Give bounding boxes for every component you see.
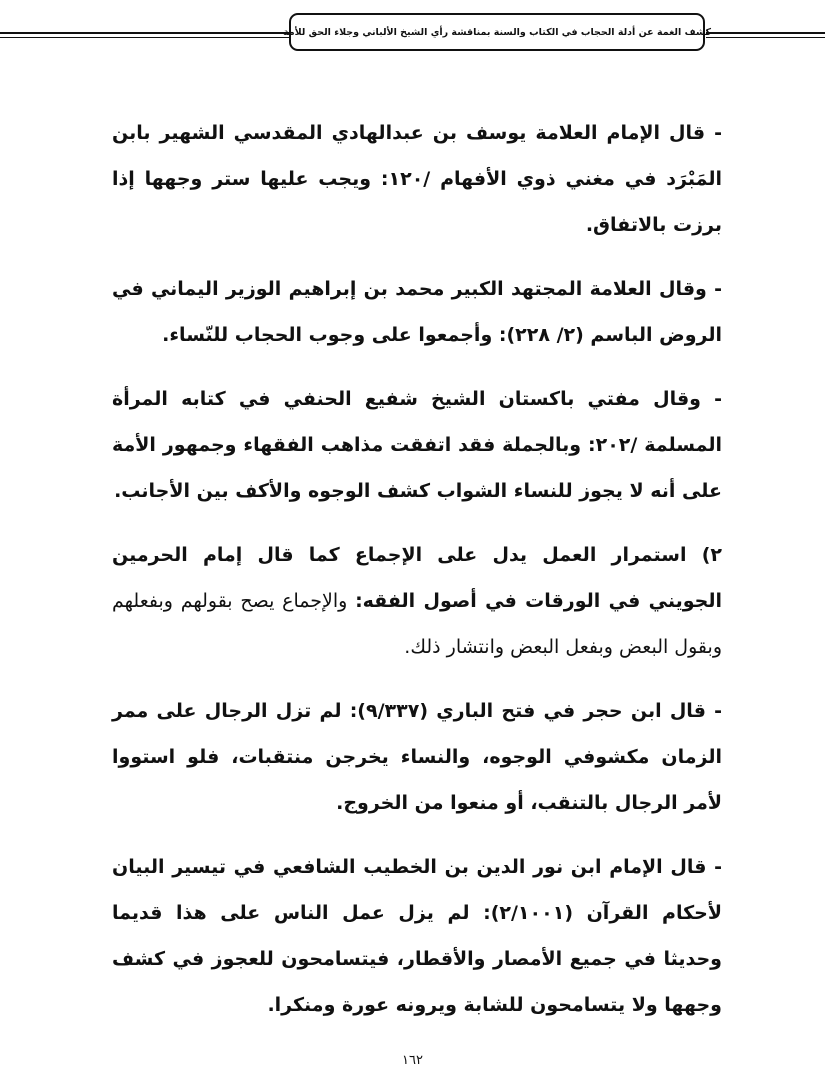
paragraph-4 [112,532,722,670]
paragraph-1-text: - قال الإمام العلامة يوسف بن عبدالهادي المقدسي الشهير بابن المَبْرَد في مغني ذوي الأفهام /١٢٠: ويجب عليها ستر وجهها إذا برزت بالاتفاق. [112,122,722,236]
paragraph-6 [112,844,722,1028]
paragraph-5 [112,688,722,826]
header-rule-right [706,32,825,34]
page-number: ١٦٢ [402,1053,423,1068]
paragraph-4-bold-text: ٢) استمرار العمل يدل على الإجماع كما قال إمام الحرمين الجويني في الورقات في أصول الفقه: [112,544,722,612]
paragraph-2-text: - وقال العلامة المجتهد الكبير محمد بن إبراهيم الوزير اليماني في الروض الباسم (٢/ ٢٢٨): وأجمعوا على وجوب الحجاب للنّساء. [112,278,722,346]
paragraph-2 [112,266,722,358]
page-body [112,110,722,1028]
paragraph-6-text: - قال الإمام ابن نور الدين بن الخطيب الشافعي في تيسير البيان لأحكام القرآن (٢/١٠٠١): لم يزل عمل الناس على هذا قديما وحديثا في جميع الأمصار والأقطار، فيتسامحون للعجوز في كشف وجهها ولا يتسامحون للشابة ويرونه عورة ومنكرا. [112,856,723,1016]
paragraph-3-text: - وقال مفتي باكستان الشيخ شفيع الحنفي في كتابه المرأة المسلمة /٢٠٢: وبالجملة فقد اتفقت مذاهب الفقهاء وجمهور الأمة على أنه لا يجوز للنساء الشواب كشف الوجوه والأكف بين الأجانب. [112,388,722,502]
paragraph-1 [112,110,722,248]
running-header [282,13,712,51]
header-title: كشف الغمة عن أدلة الحجاب في الكتاب والسنة بمناقشة رأي الشيخ الألباني وجلاء الحق للأمة [282,26,712,38]
paragraph-5-text: - قال ابن حجر في فتح الباري (٩/٣٣٧): لم تزل الرجال على ممر الزمان مكشوفي الوجوه، والنساء يخرجن منتقبات، فلو استووا لأمر الرجال بالتنقب، أو منعوا من الخروج. [112,700,723,814]
header-rule-left [0,32,290,34]
paragraph-3 [112,376,722,514]
paragraph-4-regular-text: والإجماع يصح بقولهم وبفعلهم وبقول البعض وبفعل البعض وانتشار ذلك. [112,590,722,658]
